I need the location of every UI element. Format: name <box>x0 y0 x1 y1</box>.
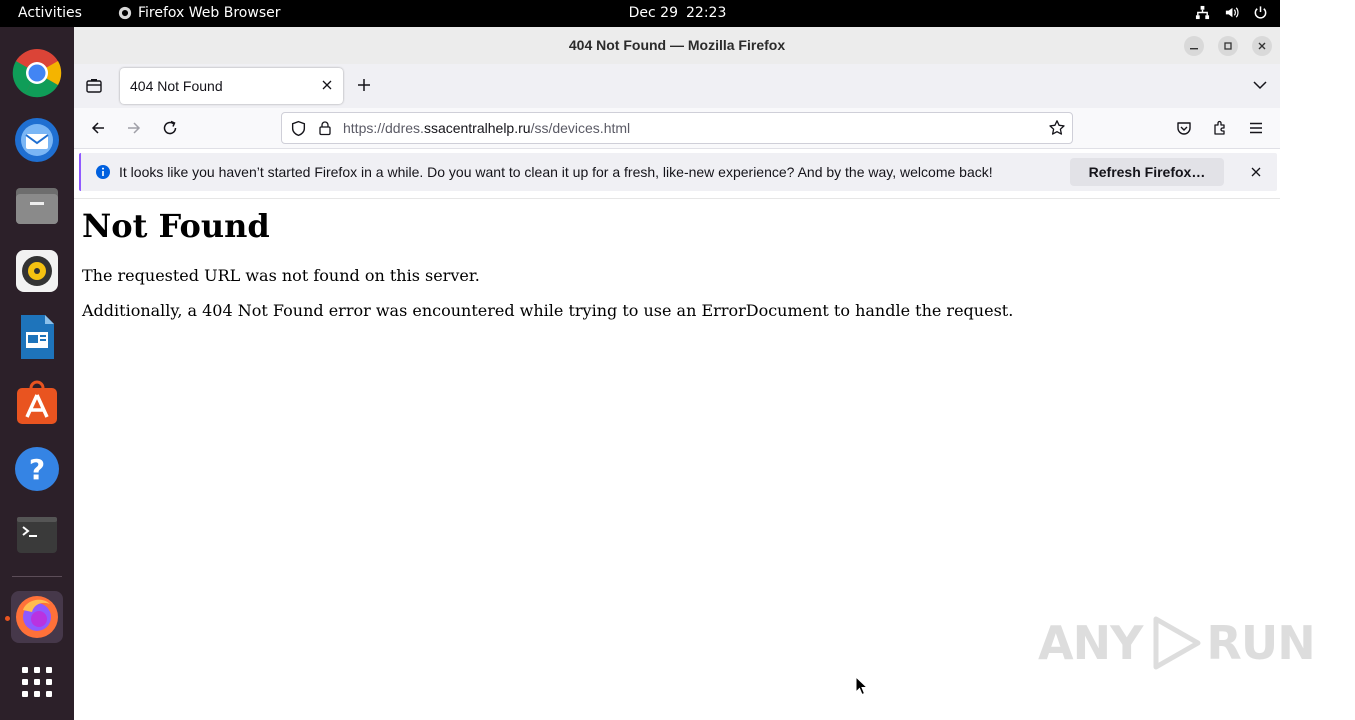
back-icon[interactable] <box>89 119 107 137</box>
close-window-button[interactable] <box>1252 36 1272 56</box>
page-heading: Not Found <box>82 207 270 245</box>
close-notification-icon[interactable] <box>1249 165 1263 179</box>
firefox-window <box>74 27 1315 720</box>
lock-icon[interactable] <box>317 120 333 136</box>
terminal-icon <box>12 510 62 560</box>
tab-404-not-found[interactable] <box>120 68 343 104</box>
dock-files[interactable] <box>11 179 63 231</box>
dock-thunderbird[interactable] <box>11 113 63 165</box>
dock-app-center[interactable] <box>11 377 63 429</box>
title-bar[interactable] <box>74 27 1280 64</box>
dock <box>0 27 74 720</box>
tracking-protection-shield-icon[interactable] <box>290 120 307 137</box>
forward-icon[interactable] <box>125 119 143 137</box>
url-path: /ss/devices.html <box>530 120 631 136</box>
close-icon <box>1257 41 1267 51</box>
thunderbird-icon <box>12 114 62 164</box>
dock-chrome[interactable] <box>11 47 63 99</box>
anyrun-watermark <box>1038 613 1315 673</box>
refresh-firefox-button[interactable]: Refresh Firefox… <box>1070 158 1224 186</box>
dock-help[interactable] <box>11 443 63 495</box>
window-title: 404 Not Found — Mozilla Firefox <box>568 37 786 53</box>
bookmark-star-icon[interactable] <box>1048 119 1066 137</box>
show-apps-icon <box>12 657 62 707</box>
app-menu-hamburger-icon[interactable] <box>1247 119 1265 137</box>
dock-rhythmbox[interactable] <box>11 245 63 297</box>
system-top-bar <box>0 0 1280 27</box>
page-content <box>74 198 1315 720</box>
system-tray[interactable] <box>1195 5 1268 20</box>
firefox-view-icon[interactable] <box>84 76 104 96</box>
dock-show-apps[interactable] <box>11 656 63 708</box>
minimize-button[interactable] <box>1184 36 1204 56</box>
clock-time: 22:23 <box>686 5 727 21</box>
app-menu-label: Firefox Web Browser <box>138 5 281 21</box>
restore-icon <box>1223 41 1233 51</box>
svg-text:?: ? <box>28 453 46 486</box>
rhythmbox-icon <box>12 246 62 296</box>
close-tab-icon[interactable] <box>320 78 334 92</box>
tab-title: 404 Not Found <box>130 78 223 94</box>
dock-terminal[interactable] <box>11 509 63 561</box>
volume-icon <box>1224 5 1239 20</box>
app-center-icon <box>12 378 62 428</box>
pocket-icon[interactable] <box>1175 119 1193 137</box>
dock-libreoffice-writer[interactable] <box>11 311 63 363</box>
error-document-message: Additionally, a 404 Not Found error was encountered while trying to use an ErrorDocument to handle the request. <box>82 301 1014 320</box>
url-bar[interactable] <box>281 112 1073 144</box>
mouse-cursor-icon <box>855 676 869 696</box>
new-tab-icon[interactable] <box>355 76 373 94</box>
url-text[interactable] <box>343 120 630 136</box>
url-domain: ssacentralhelp.ru <box>423 120 531 136</box>
running-indicator <box>5 616 10 621</box>
watermark-left-text: ANY <box>1038 616 1143 670</box>
files-icon <box>12 180 62 230</box>
url-prefix: https://ddres. <box>343 120 424 136</box>
navigation-toolbar <box>74 108 1280 149</box>
watermark-right-text: RUN <box>1206 616 1315 670</box>
chrome-icon <box>12 48 62 98</box>
dock-separator <box>12 576 62 577</box>
list-all-tabs-icon[interactable] <box>1252 77 1268 93</box>
writer-icon <box>12 312 62 362</box>
clock-date: Dec 29 <box>628 5 678 21</box>
network-icon <box>1195 5 1210 20</box>
reload-icon[interactable] <box>161 119 179 137</box>
play-icon <box>1144 613 1204 673</box>
firefox-icon <box>12 592 62 642</box>
dock-firefox[interactable] <box>11 591 63 643</box>
notification-message: It looks like you haven’t started Firefox in a while. Do you want to clean it up for a fresh, like-new experience? And by the way, welcome back! <box>119 164 993 180</box>
clock[interactable] <box>0 5 1355 21</box>
refresh-firefox-notification <box>79 153 1277 191</box>
help-icon <box>12 444 62 494</box>
maximize-button[interactable] <box>1218 36 1238 56</box>
info-icon <box>95 164 111 180</box>
error-message: The requested URL was not found on this server. <box>82 266 480 285</box>
power-icon <box>1253 5 1268 20</box>
tab-bar <box>74 64 1280 108</box>
extensions-icon[interactable] <box>1211 119 1229 137</box>
activities-button[interactable]: Activities <box>18 5 82 21</box>
minimize-icon <box>1189 41 1199 51</box>
